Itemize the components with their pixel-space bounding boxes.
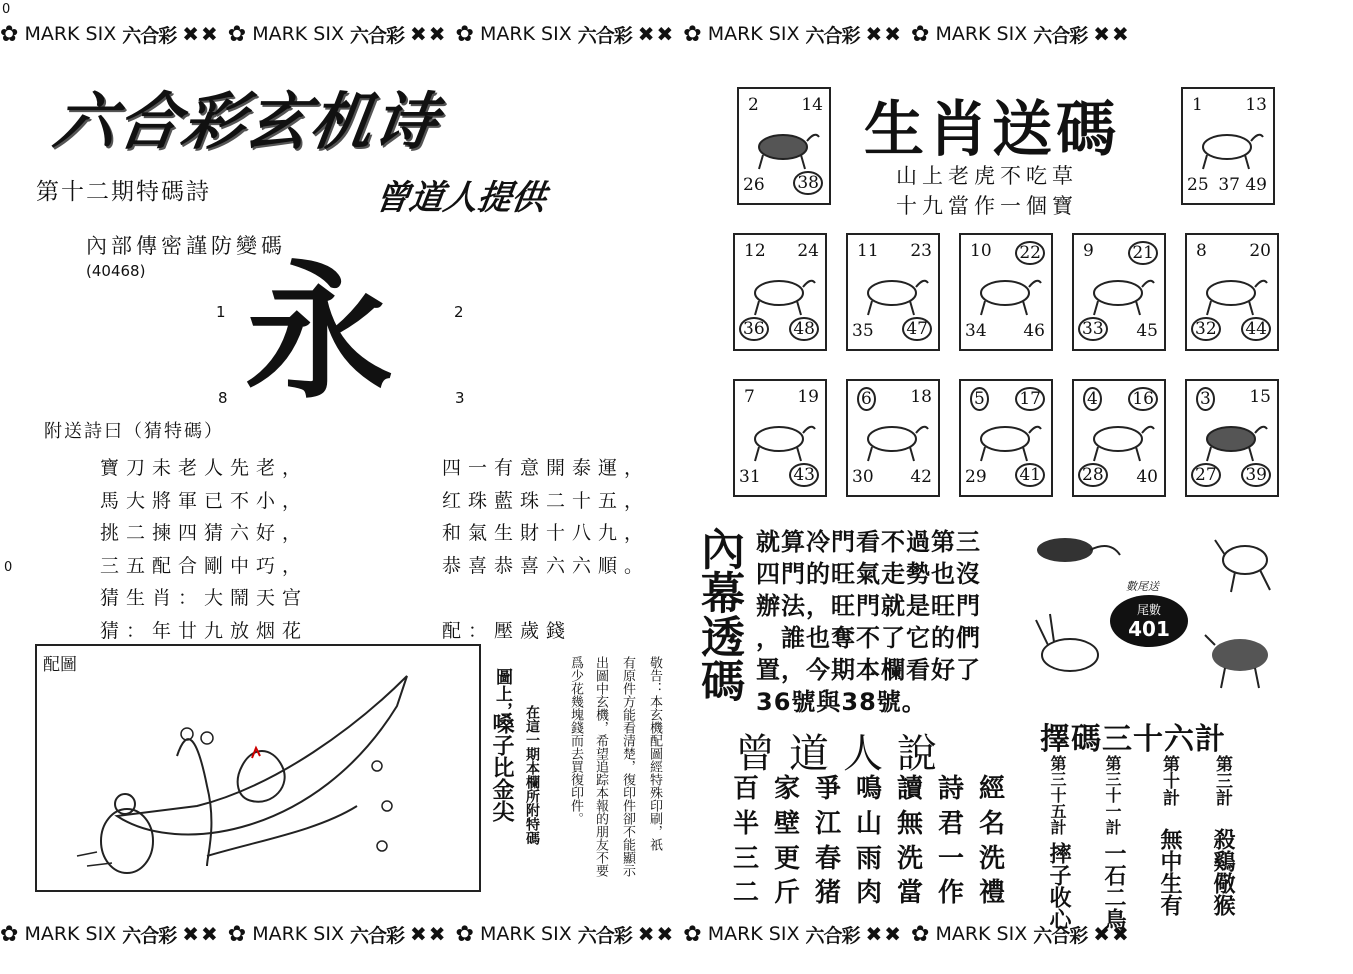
card-number: 44 bbox=[1241, 317, 1271, 341]
card-number: 36 bbox=[739, 317, 769, 341]
secret-code: (40468) bbox=[86, 262, 146, 280]
note-col2: 在這一期本欄所附特碼 bbox=[524, 705, 540, 845]
banner-unit bbox=[0, 921, 220, 948]
corner-mark: 0 bbox=[2, 2, 11, 17]
flower-icon: ✿ bbox=[0, 21, 19, 47]
liuhecai-text: 六合彩 bbox=[577, 24, 632, 47]
bow-icon: ✖✖ bbox=[409, 922, 448, 946]
liuhecai-text: 六合彩 bbox=[805, 24, 860, 47]
card-number: 38 bbox=[793, 171, 823, 195]
note-col4: 出圖中玄機，希望追踪本報的朋友不要 bbox=[593, 656, 608, 877]
poem-line: 猜生肖：大鬧天宫 bbox=[100, 587, 309, 609]
tail-value: 401 bbox=[1128, 617, 1170, 641]
bow-icon: ✖✖ bbox=[1093, 922, 1131, 946]
num-bottom-left: 8 bbox=[218, 389, 228, 407]
mark-six-text: MARK SIX bbox=[24, 23, 117, 45]
banner-unit bbox=[456, 921, 676, 948]
flower-icon: ✿ bbox=[683, 921, 702, 947]
card-number: 11 bbox=[857, 241, 879, 261]
card-number: 25 bbox=[1187, 175, 1209, 195]
flower-icon: ✿ bbox=[911, 921, 930, 947]
zeng-row-4: 二斤猪肉當作禮 bbox=[733, 878, 1021, 908]
card-number: 42 bbox=[910, 467, 932, 487]
mark-six-text: MARK SIX bbox=[252, 923, 344, 945]
card-number: 29 bbox=[965, 467, 987, 487]
poem-line: 猜：年廿九放烟花 bbox=[100, 619, 309, 642]
rat-icon bbox=[749, 119, 821, 174]
card-number: 47 bbox=[902, 317, 932, 341]
picture-box bbox=[35, 644, 481, 892]
banner-unit bbox=[0, 21, 220, 48]
goat-icon bbox=[745, 411, 817, 466]
card-number: 13 bbox=[1245, 95, 1267, 115]
num-bottom-right: 3 bbox=[455, 389, 465, 407]
zodiac-card-dragon bbox=[959, 233, 1053, 351]
zodiac-card-snake bbox=[1072, 233, 1166, 351]
card-number: 1 bbox=[1192, 95, 1203, 115]
zeng-row-3: 三更春雨洗一洗 bbox=[733, 844, 1021, 874]
flower-icon: ✿ bbox=[911, 21, 930, 47]
mark-six-text: MARK SIX bbox=[24, 923, 117, 945]
note-col5: 有原件方能看清楚，復印件卻不能顯示 bbox=[620, 656, 635, 877]
card-number: 31 bbox=[739, 467, 761, 487]
card-number: 37 49 bbox=[1218, 175, 1267, 195]
bow-icon: ✖✖ bbox=[637, 922, 676, 946]
zeng-row-1: 百家爭鳴讀詩經 bbox=[733, 774, 1021, 804]
bow-icon: ✖✖ bbox=[182, 22, 220, 46]
card-number: 10 bbox=[970, 241, 992, 261]
card-number: 22 bbox=[1015, 241, 1045, 265]
card-number: 45 bbox=[1136, 321, 1158, 341]
insider-line: 四門的旺氣走勢也沒 bbox=[756, 560, 981, 588]
strategy-head-4: 第三十五計 bbox=[1048, 755, 1067, 835]
liuhecai-text: 六合彩 bbox=[349, 24, 404, 47]
snake-icon bbox=[1084, 265, 1156, 320]
poem-line: 和氣生財十八九， bbox=[442, 522, 651, 544]
mark-six-text: MARK SIX bbox=[935, 923, 1028, 945]
zodiac-card-horse bbox=[1185, 233, 1279, 351]
banner-unit bbox=[456, 21, 676, 48]
note-col6: 敬告：本玄機配圖經特殊印刷，祇 bbox=[647, 656, 662, 851]
flower-icon: ✿ bbox=[227, 21, 247, 47]
issue-label: 第十二期特碼詩 bbox=[36, 179, 211, 205]
horse-icon bbox=[1197, 265, 1269, 320]
card-number: 33 bbox=[1078, 317, 1108, 341]
insider-line: ，誰也奪不了它的們 bbox=[756, 624, 981, 652]
zodiac-card-rabbit bbox=[846, 233, 940, 351]
zodiac-card-ox bbox=[1181, 87, 1275, 205]
rabbit-icon bbox=[858, 265, 930, 320]
card-number: 40 bbox=[1136, 467, 1158, 487]
mark-six-text: MARK SIX bbox=[707, 23, 800, 45]
note-col3: 爲少花幾塊錢而去買復印件。 bbox=[568, 656, 583, 825]
card-number: 39 bbox=[1241, 463, 1271, 487]
card-number: 43 bbox=[789, 463, 819, 487]
zeng-row-2: 半壁江山無君名 bbox=[733, 809, 1021, 839]
poem-heading: 附送詩曰（猜特碼） bbox=[44, 421, 224, 442]
strategy-head-1: 第三計 bbox=[1212, 755, 1232, 806]
card-number: 28 bbox=[1078, 463, 1108, 487]
card-number: 46 bbox=[1023, 321, 1045, 341]
zodiac-card-pig bbox=[1185, 379, 1279, 497]
insider-line: 就算冷門看不過第三 bbox=[756, 528, 981, 556]
strategy-head-3: 第三十一計 bbox=[1103, 755, 1122, 835]
liuhecai-text: 六合彩 bbox=[805, 924, 860, 947]
card-number: 27 bbox=[1191, 463, 1221, 487]
tail-label: 尾數 bbox=[1136, 603, 1161, 617]
secret-label: 內部傳密謹防變碼 bbox=[86, 234, 286, 258]
card-number: 24 bbox=[797, 241, 819, 261]
picture-label: 配圖 bbox=[43, 655, 77, 675]
card-number: 20 bbox=[1249, 241, 1271, 261]
note-col1b: 嗓子比金尖 bbox=[489, 712, 514, 822]
flower-icon: ✿ bbox=[683, 21, 702, 47]
card-number: 23 bbox=[910, 241, 932, 261]
dragon-icon bbox=[971, 265, 1043, 320]
num-top-left: 1 bbox=[216, 303, 226, 321]
card-number: 2 bbox=[748, 95, 759, 115]
poem-left bbox=[100, 452, 308, 647]
num-top-right: 2 bbox=[454, 303, 464, 321]
liuhecai-text: 六合彩 bbox=[1033, 24, 1088, 47]
dog-icon bbox=[1084, 411, 1156, 466]
insider-line: 辦法，旺門就是旺門 bbox=[756, 592, 981, 620]
page-title: 六合彩玄机诗 bbox=[49, 85, 444, 158]
strategy-title: 擇碼三十六計 bbox=[1040, 722, 1226, 757]
card-number: 48 bbox=[789, 317, 819, 341]
big-character: 永 bbox=[245, 247, 393, 419]
strategy-body-3: 一石二鳥 bbox=[1101, 842, 1126, 930]
zodiac-title: 生肖送碼 bbox=[864, 95, 1120, 165]
card-number: 12 bbox=[744, 241, 766, 261]
flower-icon: ✿ bbox=[0, 921, 19, 947]
liuhecai-text: 六合彩 bbox=[122, 924, 177, 947]
flower-icon: ✿ bbox=[455, 921, 474, 947]
liuhecai-text: 六合彩 bbox=[122, 24, 177, 47]
bow-icon: ✖✖ bbox=[865, 922, 903, 946]
top-banner bbox=[0, 20, 1353, 48]
pig-icon bbox=[1197, 411, 1269, 466]
strategy-body-1: 殺鷄儆猴 bbox=[1210, 828, 1235, 916]
strategy-body-4: 摔子收心 bbox=[1046, 842, 1071, 930]
bow-icon: ✖✖ bbox=[637, 22, 676, 46]
zodiac-card-dog bbox=[1072, 379, 1166, 497]
card-number: 41 bbox=[1015, 463, 1045, 487]
card-number: 7 bbox=[744, 387, 755, 407]
tail-arc: 數尾送 bbox=[1126, 580, 1159, 593]
bow-icon: ✖✖ bbox=[865, 22, 903, 46]
card-number: 9 bbox=[1083, 241, 1094, 261]
mark-six-text: MARK SIX bbox=[707, 923, 800, 945]
poem-line: 挑二揀四猜六好， bbox=[100, 522, 309, 544]
poem-line: 寶刀未老人先老， bbox=[100, 457, 309, 479]
card-number: 6 bbox=[857, 387, 876, 411]
poem-right bbox=[442, 452, 650, 647]
banner-unit bbox=[683, 21, 903, 48]
zodiac-verse-1: 山上老虎不吃草 bbox=[896, 164, 1078, 188]
liuhecai-text: 六合彩 bbox=[1033, 924, 1088, 947]
monkey-icon bbox=[858, 411, 930, 466]
liuhecai-text: 六合彩 bbox=[349, 924, 404, 947]
flower-icon: ✿ bbox=[455, 21, 474, 47]
bow-icon: ✖✖ bbox=[409, 22, 448, 46]
mark-six-text: MARK SIX bbox=[252, 23, 344, 45]
ox-icon bbox=[1193, 119, 1265, 174]
card-number: 17 bbox=[1015, 387, 1045, 411]
card-number: 4 bbox=[1083, 387, 1102, 411]
zodiac-card-rooster bbox=[959, 379, 1053, 497]
insider-text bbox=[756, 526, 981, 718]
strategy-head-2: 第十計 bbox=[1159, 755, 1179, 806]
liuhecai-text: 六合彩 bbox=[577, 924, 632, 947]
insider-line: 36號與38號。 bbox=[756, 688, 927, 716]
insider-line: 置，今期本欄看好了 bbox=[756, 656, 981, 684]
card-number: 18 bbox=[910, 387, 932, 407]
zodiac-card-monkey bbox=[846, 379, 940, 497]
insider-title: 內幕透碼 bbox=[693, 526, 744, 702]
card-number: 30 bbox=[852, 467, 874, 487]
poem-line: 恭喜恭喜六六順。 bbox=[442, 554, 651, 577]
bow-icon: ✖✖ bbox=[1093, 22, 1131, 46]
card-number: 8 bbox=[1196, 241, 1207, 261]
poem-line: 配：壓歲錢 bbox=[442, 619, 573, 642]
zodiac-card-goat bbox=[733, 379, 827, 497]
zodiac-card-rat bbox=[737, 87, 831, 205]
mark-six-text: MARK SIX bbox=[479, 923, 572, 945]
flower-icon: ✿ bbox=[227, 921, 247, 947]
mark-six-text: MARK SIX bbox=[479, 23, 572, 45]
card-number: 3 bbox=[1196, 387, 1215, 411]
strategy-body-2: 無中生有 bbox=[1157, 828, 1182, 916]
rooster-branch-illustration bbox=[57, 666, 457, 886]
zodiac-verse-2: 十九當作一個寶 bbox=[896, 194, 1078, 218]
card-number: 26 bbox=[743, 175, 765, 195]
card-number: 16 bbox=[1128, 387, 1158, 411]
card-number: 5 bbox=[970, 387, 989, 411]
zodiac-card-tiger bbox=[733, 233, 827, 351]
side-mark: 0 bbox=[4, 560, 13, 575]
bottom-banner bbox=[0, 920, 1353, 948]
note-col1a: 圖上， bbox=[492, 668, 512, 719]
card-number: 32 bbox=[1191, 317, 1221, 341]
rooster-icon bbox=[971, 411, 1043, 466]
provider-label: 曾道人提供 bbox=[372, 178, 549, 218]
mark-six-text: MARK SIX bbox=[935, 23, 1028, 45]
card-number: 15 bbox=[1249, 387, 1271, 407]
poem-line: 红珠藍珠二十五， bbox=[442, 489, 651, 512]
card-number: 21 bbox=[1128, 241, 1158, 265]
banner-unit bbox=[228, 21, 448, 48]
poem-line bbox=[442, 582, 650, 615]
card-number: 34 bbox=[965, 321, 987, 341]
zeng-title: 曾道人說 bbox=[735, 731, 951, 777]
banner-unit bbox=[683, 921, 903, 948]
banner-unit bbox=[228, 921, 448, 948]
poem-line: 馬大將軍已不小， bbox=[100, 489, 309, 512]
animals-illustration bbox=[1020, 520, 1290, 700]
bow-icon: ✖✖ bbox=[182, 922, 220, 946]
card-number: 14 bbox=[801, 95, 823, 115]
tiger-icon bbox=[745, 265, 817, 320]
banner-unit bbox=[911, 21, 1131, 48]
card-number: 35 bbox=[852, 321, 874, 341]
poem-line: 三五配合剛中巧， bbox=[100, 554, 309, 577]
poem-line: 四一有意開泰運， bbox=[442, 457, 651, 479]
card-number: 19 bbox=[797, 387, 819, 407]
